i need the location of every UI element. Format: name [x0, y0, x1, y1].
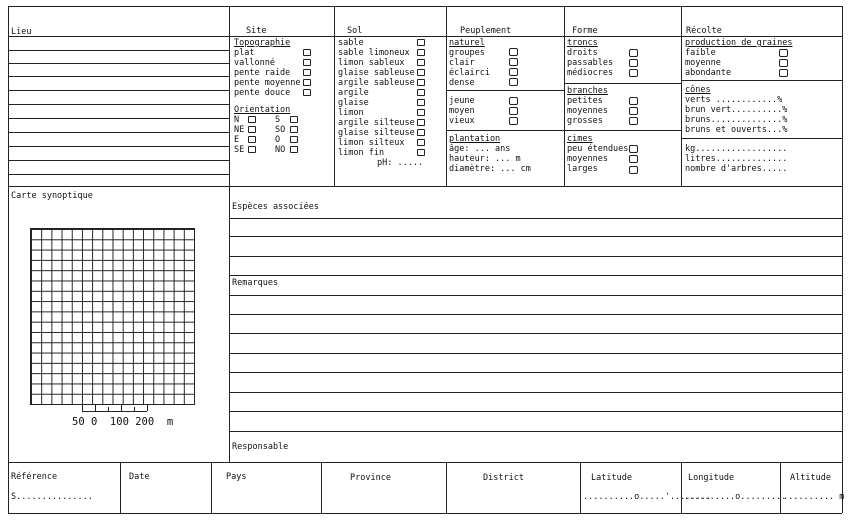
remarques-line[interactable]: [229, 431, 842, 432]
checkbox-droits[interactable]: [629, 49, 638, 57]
col-divider-lieu: [229, 6, 230, 462]
sol-item: glaise sableuse: [338, 68, 415, 78]
troncs-passables: passables: [567, 58, 614, 68]
topographie-pente-moyenne: pente moyenne: [234, 78, 301, 88]
checkbox-jeune[interactable]: [509, 97, 518, 105]
naturel-dense: dense: [449, 78, 475, 88]
checkbox-vallonne[interactable]: [303, 59, 311, 66]
checkbox-moyenne[interactable]: [779, 59, 788, 67]
checkbox-abondante[interactable]: [779, 69, 788, 77]
header-recolte: Récolte: [686, 26, 722, 36]
col-divider-forme: [681, 6, 682, 186]
checkbox-vieux[interactable]: [509, 117, 518, 125]
remarques-line[interactable]: [229, 295, 842, 296]
production-moyenne: moyenne: [685, 58, 721, 68]
remarques-line[interactable]: [229, 372, 842, 373]
lieu-line[interactable]: [8, 146, 229, 147]
sol-item: argile sableuse: [338, 78, 415, 88]
frame-bottom: [8, 513, 842, 514]
branches-moyennes: moyennes: [567, 106, 608, 116]
production-title: production de graines: [685, 38, 793, 48]
checkbox-sol[interactable]: [417, 109, 425, 116]
checkbox-o[interactable]: [290, 136, 298, 143]
checkbox-mediocres[interactable]: [629, 69, 638, 77]
production-faible: faible: [685, 48, 716, 58]
sol-item: limon: [338, 108, 364, 118]
frame-right: [842, 6, 843, 513]
naturel-eclairci: éclairci: [449, 68, 490, 78]
sol-item: sable: [338, 38, 364, 48]
naturel-title: naturel: [449, 38, 485, 48]
naturel-clair: clair: [449, 58, 475, 68]
checkbox-clair[interactable]: [509, 58, 518, 66]
cimes-title: cimes: [567, 134, 593, 144]
checkbox-pente-raide[interactable]: [303, 69, 311, 76]
troncs-title: troncs: [567, 38, 598, 48]
cones-brun-vert[interactable]: brun vert..........%: [685, 105, 788, 115]
frame-left: [8, 6, 9, 513]
remarques-line[interactable]: [229, 392, 842, 393]
checkbox-peu-etendues[interactable]: [629, 145, 638, 153]
cimes-peu-etendues: peu étendues: [567, 144, 629, 154]
recolte-divider: [681, 80, 842, 81]
checkbox-e[interactable]: [248, 136, 256, 143]
footer-divider: [780, 462, 781, 513]
plantation-age: âge: ... ans: [449, 144, 511, 154]
scale-tick: [95, 405, 96, 411]
checkbox-ne[interactable]: [248, 126, 256, 133]
topographie-plat: plat: [234, 48, 255, 58]
footer-altitude: Altitude: [790, 473, 831, 483]
topographie-vallonne: vallonné: [234, 58, 275, 68]
scale-tick: [82, 405, 83, 411]
scale-tick: [147, 405, 148, 411]
lieu-line[interactable]: [8, 132, 229, 133]
footer-pays: Pays: [226, 472, 247, 482]
naturel-groupes: groupes: [449, 48, 485, 58]
scale-tick: [121, 405, 122, 411]
branches-grosses: grosses: [567, 116, 603, 126]
lieu-line[interactable]: [8, 76, 229, 77]
checkbox-sol[interactable]: [417, 69, 425, 76]
top-section-rule: [8, 186, 842, 187]
longitude-value[interactable]: ..........o.........: [684, 492, 787, 502]
age-vieux: vieux: [449, 116, 475, 126]
header-sol: Sol: [347, 26, 363, 36]
checkbox-grosses[interactable]: [629, 117, 638, 125]
especes-line[interactable]: [229, 218, 842, 219]
cimes-moyennes: moyennes: [567, 154, 608, 164]
checkbox-sol[interactable]: [417, 139, 425, 146]
checkbox-petites[interactable]: [629, 97, 638, 105]
age-jeune: jeune: [449, 96, 475, 106]
footer-divider: [681, 462, 682, 513]
header-rule: [8, 36, 842, 37]
lieu-line[interactable]: [8, 63, 229, 64]
plantation-title: plantation: [449, 134, 501, 144]
lieu-line[interactable]: [8, 50, 229, 51]
forme-divider: [564, 83, 681, 84]
orientation-n: N: [234, 115, 240, 125]
checkbox-passables[interactable]: [629, 59, 638, 67]
peuplement-divider: [446, 130, 564, 131]
cones-title: cônes: [685, 85, 711, 95]
sol-item: glaise: [338, 98, 369, 108]
footer-divider: [580, 462, 581, 513]
checkbox-sol[interactable]: [417, 149, 425, 156]
footer-divider: [120, 462, 121, 513]
col-divider-sol: [446, 6, 447, 186]
scale-tick: [108, 407, 109, 411]
sol-item: argile: [338, 88, 369, 98]
remarques-line[interactable]: [229, 333, 842, 334]
sol-item: argile silteuse: [338, 118, 415, 128]
recolte-divider: [681, 138, 842, 139]
remarques-line[interactable]: [229, 411, 842, 412]
cones-bruns[interactable]: bruns..............%: [685, 115, 788, 125]
scale-tick: [134, 407, 135, 411]
remarques-line[interactable]: [229, 353, 842, 354]
checkbox-se[interactable]: [248, 146, 256, 153]
orientation-e: E: [234, 135, 240, 145]
footer-divider: [446, 462, 447, 513]
checkbox-pente-douce[interactable]: [303, 89, 311, 96]
lieu-line[interactable]: [8, 174, 229, 175]
age-moyen: moyen: [449, 106, 475, 116]
topographie-title: Topographie: [234, 38, 291, 48]
checkbox-sol[interactable]: [417, 39, 425, 46]
checkbox-dense[interactable]: [509, 78, 518, 86]
especes-label: Espèces associées: [232, 202, 319, 212]
plantation-hauteur: hauteur: ... m: [449, 154, 521, 164]
carte-title: Carte synoptique: [11, 191, 93, 201]
sol-item: limon fin: [338, 148, 385, 158]
map-grid[interactable]: [30, 228, 195, 405]
mesure-kg[interactable]: kg..................: [685, 144, 788, 154]
checkbox-plat[interactable]: [303, 49, 311, 56]
peuplement-divider: [446, 90, 564, 91]
orientation-s: S: [275, 115, 281, 125]
orientation-se: SE: [234, 145, 245, 155]
footer-reference: Référence: [11, 472, 58, 482]
latitude-value[interactable]: ..........o.....'........: [583, 492, 711, 502]
troncs-droits: droits: [567, 48, 598, 58]
scale-bar: [82, 411, 147, 412]
scale-labels: 50 0 100 200 m: [72, 416, 174, 428]
orientation-title: Orientation: [234, 105, 291, 115]
footer-province: Province: [350, 473, 391, 483]
header-forme: Forme: [572, 26, 598, 36]
especes-line[interactable]: [229, 275, 842, 276]
sol-item: glaise silteuse: [338, 128, 415, 138]
forme-divider: [564, 130, 681, 131]
sol-ph: pH: .....: [377, 158, 424, 168]
checkbox-cimes-moyennes[interactable]: [629, 155, 638, 163]
checkbox-no[interactable]: [290, 146, 298, 153]
cones-bruns-ouverts[interactable]: bruns et ouverts...%: [685, 125, 788, 135]
orientation-o: O: [275, 135, 281, 145]
checkbox-so[interactable]: [290, 126, 298, 133]
checkbox-groupes[interactable]: [509, 48, 518, 56]
checkbox-sol[interactable]: [417, 79, 425, 86]
lieu-line[interactable]: [8, 160, 229, 161]
checkbox-n[interactable]: [248, 116, 256, 123]
footer-longitude: Longitude: [688, 473, 735, 483]
checkbox-sol[interactable]: [417, 99, 425, 106]
responsable-label: Responsable: [232, 442, 289, 452]
checkbox-sol[interactable]: [417, 49, 425, 56]
mesure-nombre-arbres[interactable]: nombre d'arbres.....: [685, 164, 788, 174]
checkbox-sol[interactable]: [417, 119, 425, 126]
footer-divider: [321, 462, 322, 513]
troncs-mediocres: médiocres: [567, 68, 614, 78]
checkbox-sol[interactable]: [417, 129, 425, 136]
checkbox-moyen[interactable]: [509, 107, 518, 115]
lieu-line[interactable]: [8, 90, 229, 91]
topographie-pente-douce: pente douce: [234, 88, 291, 98]
checkbox-faible[interactable]: [779, 49, 788, 57]
cones-verts[interactable]: verts ............%: [685, 95, 783, 105]
lieu-line[interactable]: [8, 118, 229, 119]
checkbox-sol[interactable]: [417, 59, 425, 66]
orientation-no: NO: [275, 145, 286, 155]
mesure-litres[interactable]: litres..............: [685, 154, 788, 164]
header-peuplement: Peuplement: [460, 26, 512, 36]
orientation-ne: NE: [234, 125, 245, 135]
remarques-line[interactable]: [229, 314, 842, 315]
footer-district: District: [483, 473, 524, 483]
checkbox-s[interactable]: [290, 116, 298, 123]
cimes-larges: larges: [567, 164, 598, 174]
orientation-so: SO: [275, 125, 286, 135]
checkbox-moyennes[interactable]: [629, 107, 638, 115]
header-lieu: Lieu: [11, 27, 32, 37]
especes-line[interactable]: [229, 256, 842, 257]
sol-item: limon sableux: [338, 58, 405, 68]
checkbox-larges[interactable]: [629, 166, 638, 174]
checkbox-pente-moyenne[interactable]: [303, 79, 311, 86]
col-divider-peuplement: [564, 6, 565, 186]
sol-item: sable limoneux: [338, 48, 410, 58]
footer-date: Date: [129, 472, 150, 482]
topographie-pente-raide: pente raide: [234, 68, 291, 78]
altitude-value[interactable]: .......... m: [783, 492, 845, 502]
lieu-line[interactable]: [8, 104, 229, 105]
footer-divider: [211, 462, 212, 513]
col-divider-site: [334, 6, 335, 186]
reference-value[interactable]: S...............: [11, 492, 93, 502]
header-site: Site: [246, 26, 267, 36]
frame-top: [8, 6, 842, 7]
footer-latitude: Latitude: [591, 473, 632, 483]
checkbox-sol[interactable]: [417, 89, 425, 96]
branches-title: branches: [567, 86, 608, 96]
especes-line[interactable]: [229, 236, 842, 237]
footer-rule: [8, 462, 842, 463]
production-abondante: abondante: [685, 68, 732, 78]
remarques-label: Remarques: [232, 278, 279, 288]
branches-petites: petites: [567, 96, 603, 106]
sol-item: limon silteux: [338, 138, 405, 148]
checkbox-eclairci[interactable]: [509, 68, 518, 76]
plantation-diametre: diamètre: ... cm: [449, 164, 531, 174]
